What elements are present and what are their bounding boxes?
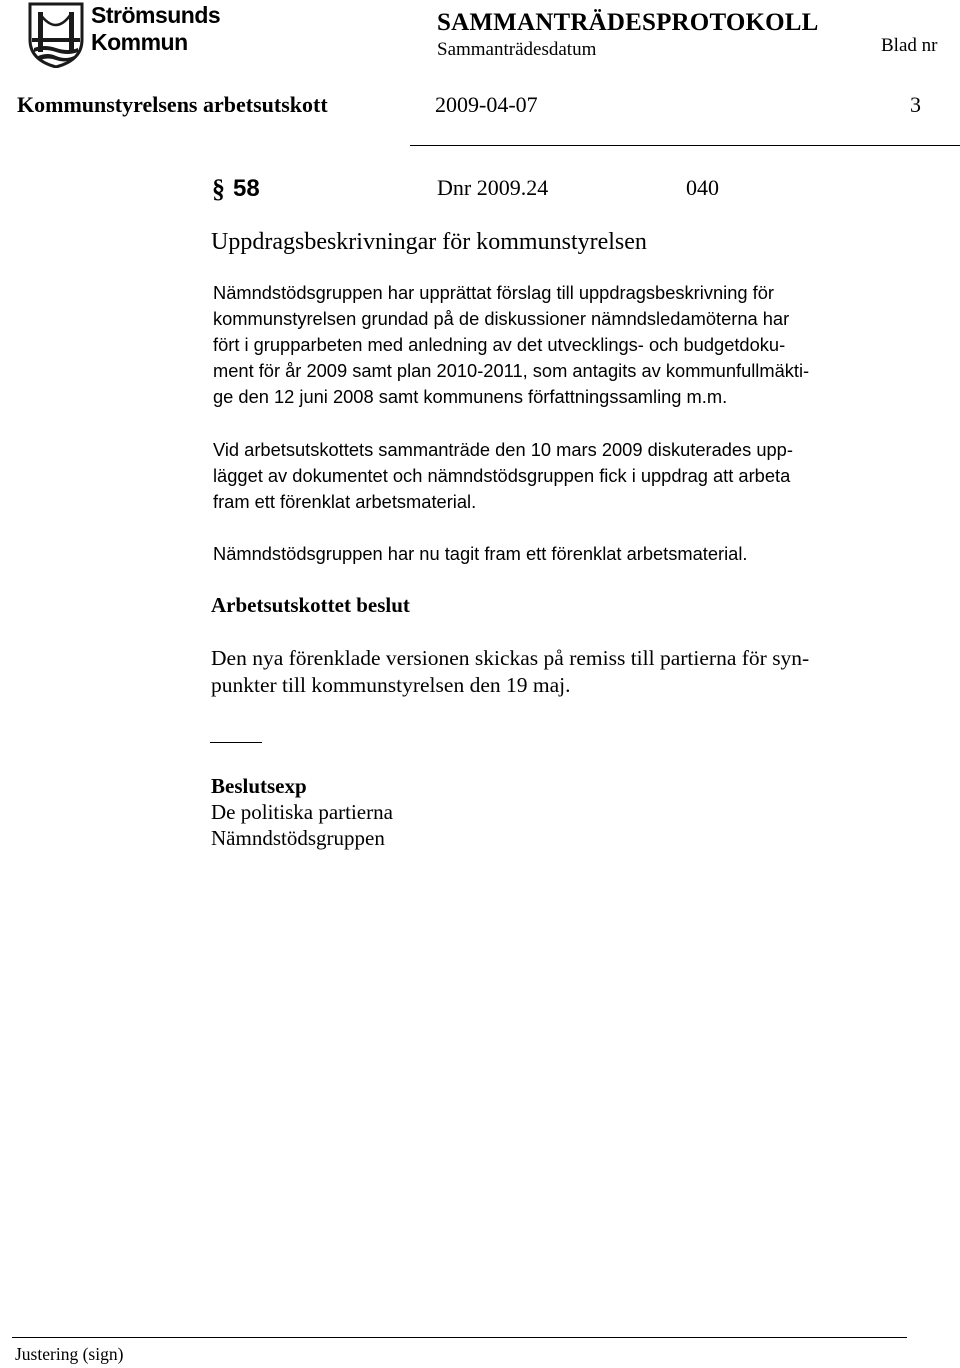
meeting-date-label: Sammanträdesdatum: [437, 39, 597, 60]
distribution-recipient: De politiska partierna: [211, 800, 393, 824]
decision-heading: Arbetsutskottet beslut: [211, 593, 410, 617]
distribution-recipient: Nämndstödsgruppen: [211, 826, 385, 850]
paragraph-line: Vid arbetsutskottets sammanträde den 10 mars 2009 diskuterades upp-: [213, 439, 793, 460]
paragraph-sign: §: [212, 174, 225, 203]
decision-paragraph: [211, 645, 809, 699]
body-paragraph: [213, 280, 809, 410]
paragraph-number: 58: [233, 175, 260, 202]
paragraph-line: Nämndstödsgruppen har nu tagit fram ett förenklat arbetsmaterial.: [213, 543, 748, 564]
logo-name-line1: Strömsunds: [91, 2, 221, 28]
body-paragraph: [213, 541, 748, 567]
footer-divider: [12, 1337, 907, 1338]
separator-rule: [210, 742, 262, 743]
meeting-date: 2009-04-07: [435, 92, 538, 117]
registration-number: Dnr 2009.24: [437, 175, 549, 200]
paragraph-line: ment för år 2009 samt plan 2010-2011, som antagits av kommunfullmäkti-: [213, 360, 810, 381]
municipality-logo: [8, 2, 224, 72]
document-type: SAMMANTRÄDESPROTOKOLL: [437, 9, 819, 36]
paragraph-line: fört i grupparbeten med anledning av det utvecklings- och budgetdoku-: [213, 334, 786, 355]
page-number-label: Blad nr: [881, 35, 938, 56]
bridge-emblem-icon: [24, 2, 88, 68]
section-title: Uppdragsbeskrivningar för kommunstyrelsen: [211, 229, 647, 255]
paragraph-line: ge den 12 juni 2008 samt kommunens författningssamling m.m.: [213, 386, 728, 407]
paragraph-line: Den nya förenklade versionen skickas på remiss till partierna för syn-: [211, 646, 810, 670]
logo-name-line2: Kommun: [91, 29, 188, 55]
header-divider: [410, 145, 960, 146]
committee-name: Kommunstyrelsens arbetsutskott: [17, 92, 328, 117]
paragraph-line: kommunstyrelsen grundad på de diskussioner nämndsledamöterna har: [213, 308, 790, 329]
paragraph-line: lägget av dokumentet och nämndstödsgruppen fick i uppdrag att arbeta: [213, 465, 791, 486]
distribution-heading: Beslutsexp: [211, 774, 307, 798]
signature-label: Justering (sign): [15, 1344, 124, 1364]
page-number: 3: [910, 92, 921, 117]
paragraph-line: punkter till kommunstyrelsen den 19 maj.: [211, 673, 571, 697]
body-paragraph: [213, 437, 793, 515]
paragraph-line: fram ett förenklat arbetsmaterial.: [213, 491, 477, 512]
paragraph-line: Nämndstödsgruppen har upprättat förslag till uppdragsbeskrivning för: [213, 282, 774, 303]
archive-code: 040: [686, 175, 719, 200]
